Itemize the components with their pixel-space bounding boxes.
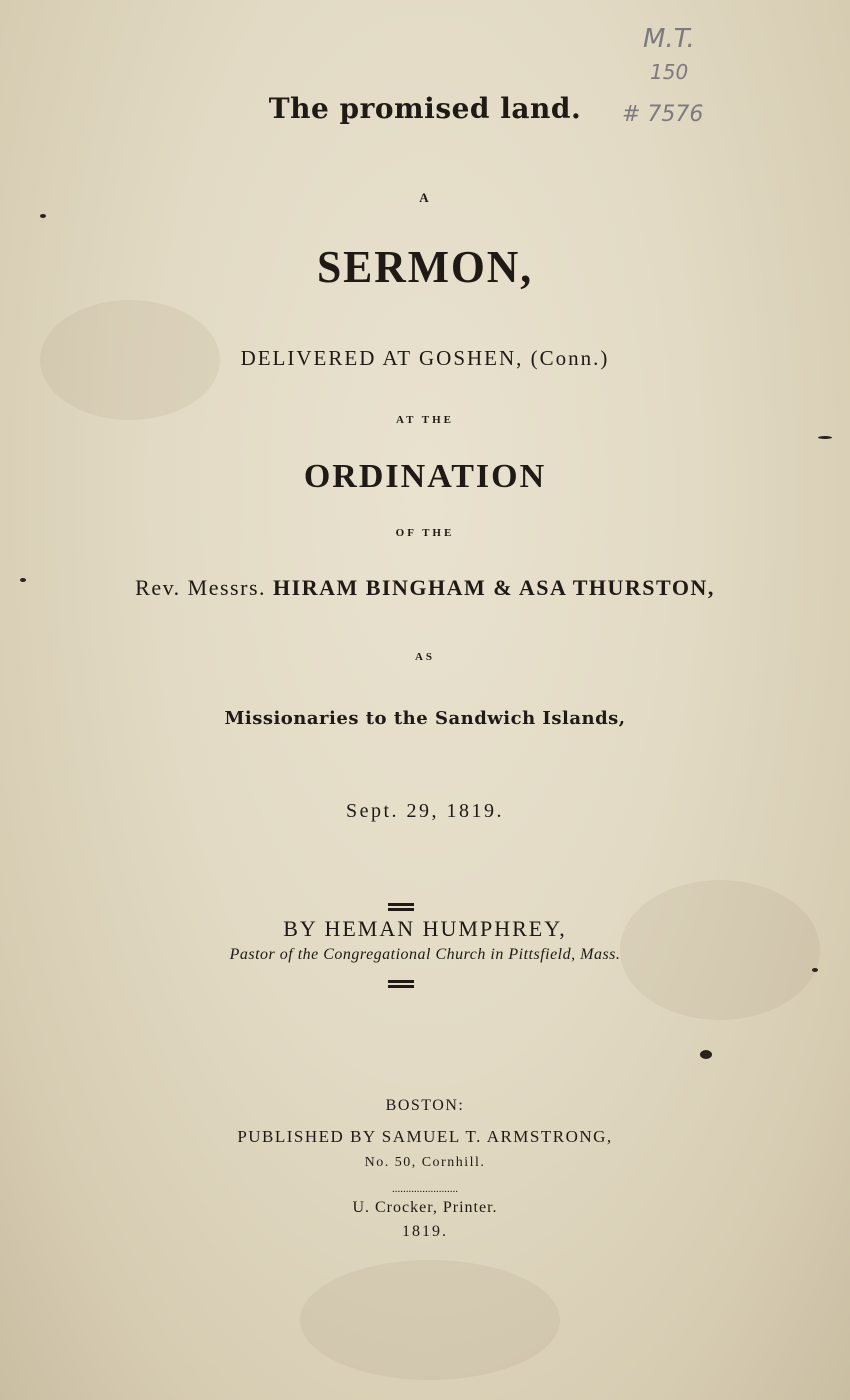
pencil-annotation-1: M.T.: [643, 24, 695, 54]
names-prefix: Rev. Messrs.: [135, 575, 267, 600]
delivered-line: DELIVERED AT GOSHEN, (Conn.): [240, 346, 610, 370]
at-the-label: AT THE: [395, 414, 455, 426]
sermon-date: Sept. 29, 1819.: [345, 800, 505, 822]
imprint-printer: U. Crocker, Printer.: [352, 1199, 498, 1216]
missionaries-line: Missionaries to the Sandwich Islands,: [224, 708, 626, 729]
author-title: Pastor of the Congregational Church in Pittsfield, Mass.: [229, 946, 621, 963]
of-the-label: OF THE: [395, 527, 455, 539]
article-a: A: [419, 190, 431, 205]
main-title: SERMON,: [316, 241, 534, 292]
pencil-annotation-2: 150: [650, 60, 689, 84]
ink-speck: [818, 436, 832, 439]
imprint-city: BOSTON:: [385, 1097, 465, 1114]
double-rule-top: [388, 903, 414, 913]
ordinands-line: [0, 575, 850, 601]
ordinand-names: HIRAM BINGHAM & ASA THURSTON,: [273, 575, 715, 600]
dotted-divider: ........................: [392, 1183, 458, 1195]
double-rule-bottom: [388, 980, 414, 990]
as-label: AS: [414, 651, 436, 663]
ink-speck: [700, 1050, 712, 1059]
manuscript-title: The promised land.: [268, 92, 582, 125]
imprint-year: 1819.: [402, 1223, 448, 1240]
ink-speck: [812, 968, 818, 972]
ink-speck: [40, 214, 46, 218]
imprint-publisher: PUBLISHED BY SAMUEL T. ARMSTRONG,: [237, 1127, 613, 1146]
ordination-heading: ORDINATION: [303, 458, 547, 495]
paper-stain: [300, 1260, 560, 1380]
author-line: BY HEMAN HUMPHREY,: [283, 916, 567, 941]
pencil-annotation-3: # 7576: [622, 102, 704, 127]
imprint-address: No. 50, Cornhill.: [364, 1155, 486, 1170]
